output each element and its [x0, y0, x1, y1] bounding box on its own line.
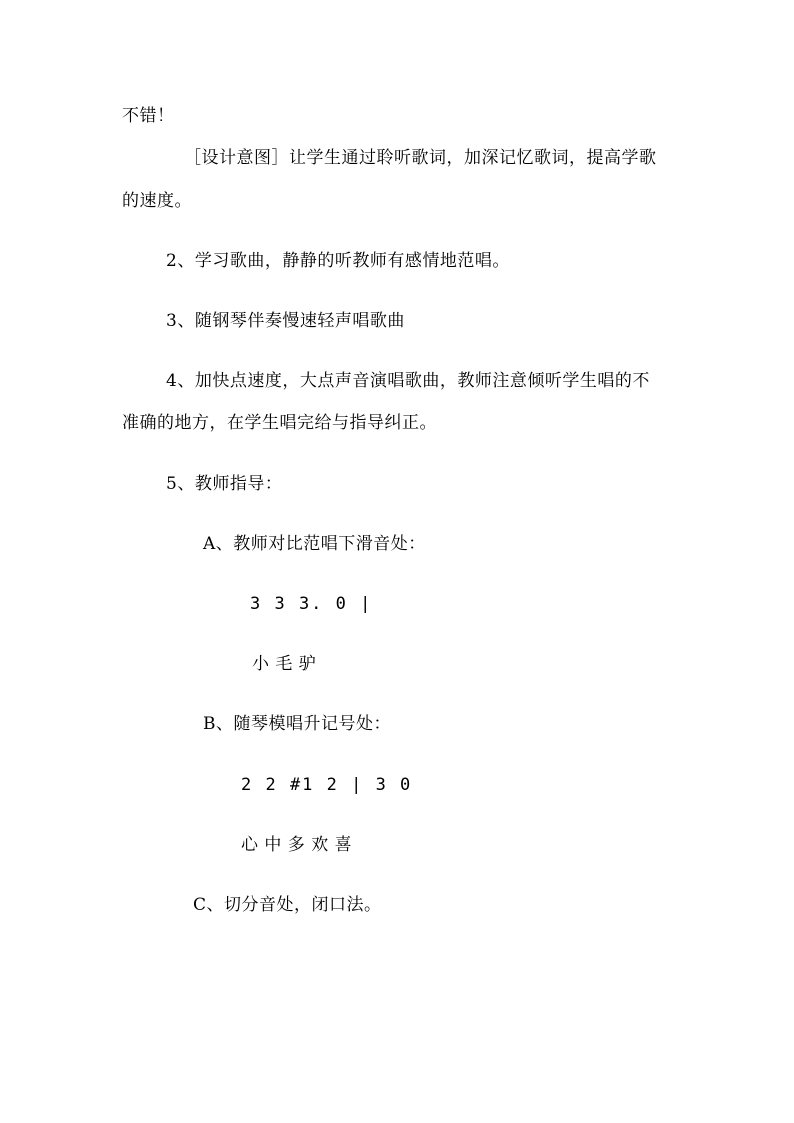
notation-a-lyrics: 小 毛 驴	[252, 654, 317, 674]
guidance-a-line: A、教师对比范唱下滑音处：	[203, 534, 426, 554]
step-4-line-2: 准确的地方，在学生唱完给与指导纠正。	[122, 413, 437, 433]
step-4-line-1: 4、加快点速度，大点声音演唱歌曲，教师注意倾听学生唱的不	[166, 371, 650, 391]
text-line-continuation: 不错！	[122, 106, 175, 126]
guidance-b-line: B、随琴模唱升记号处：	[203, 714, 391, 734]
design-intent-line-2: 的速度。	[122, 191, 192, 211]
step-3-line: 3、随钢琴伴奏慢速轻声唱歌曲	[166, 311, 405, 331]
notation-a-numbers: 3 3 3. 0 |	[250, 594, 373, 614]
guidance-c-line: C、切分音处，闭口法。	[193, 895, 382, 915]
design-intent-line-1: ［设计意图］让学生通过聆听歌词，加深记忆歌词，提高学歌	[184, 148, 657, 168]
step-2-line: 2、学习歌曲，静静的听教师有感情地范唱。	[166, 251, 510, 271]
notation-b-numbers: 2 2 #1 2 | 3 0	[241, 775, 413, 795]
notation-b-lyrics: 心 中 多 欢 喜	[241, 835, 353, 855]
step-5-heading: 5、教师指导：	[166, 474, 283, 494]
